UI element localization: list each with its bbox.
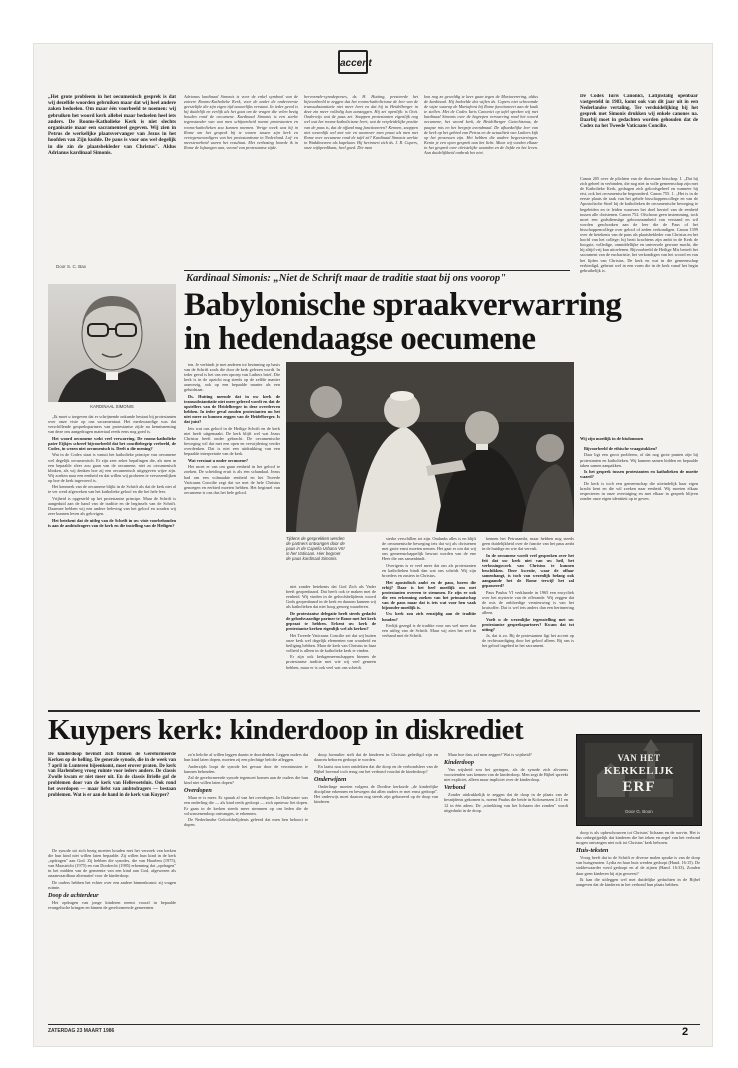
top-intro-text: „Het grote probleem in het oecumenisch gesprek is dat wij dezelfde woorden gebruiken maar dat wij heel andere zaken bedoelen. Om maar één voorbeeld te noemen: wij gebruiken het woord kerk allebei maar bedoelen heel iets anders. De Rooms-Katholieke Kerk is niet slechts organisatie maar een sacramenteel gegeven. Wij zien in Petrus de werkelijke plaatsvervanger van Jezus in het hoofden van Zijn kudde. De paus is voor ons wel degelijk in die zin de plaatsbekleder van Christus". Aldus Adrianus kardinaal Simonis. <box>48 94 176 156</box>
paragraph: De Nederlandse Geloofsbelijdenis geleerd dat men hen behoort te dopen. <box>184 817 308 828</box>
paragraph: Wat in de Codex staat is vanuit het katholieke principe van oecumene wel degelijk oecumenisch. Er zijn zeer zeker bepalingen die, als men in een bepaalde sfeer zou gaan van de oecumene, niet zo oecumenisch klinken, als wij denken hoe zij een oecumenisch uitgegeven wijze zijn. Wij zoeken naar een eenheid en dat willen wij proberen te verwezenlijken op hoe de kerk ingevoerd is. <box>48 452 176 483</box>
bottom-column-3 <box>314 752 438 1018</box>
bottom-column-1 <box>48 848 176 1018</box>
article-column-1 <box>48 414 176 704</box>
sidebar-body: Canon 205 over de plichten van de diocesane bisschop. I. „Dat hij zich geheel in verbinden, die nog niet in volle gemeenschap zijn met de Katholieke Kerk, gedragen zich geloofsgeheel en wanneer hij eist, ook het oecumenische begeonderd. Canon 755. 1. „Het is in de eerste plaats de taak van het gehele bisschoppencollege en van de Apostolische Stoel bij de katholieken de oecumenische beweging te begeleiden en te leiden waarvan het doel herstel van de eenheid tussen alle christenen. Canon 752. Ofschoon geen instemming, toch moet een godsdienstige gehoorzaamheid van verstand en wil worden geschonken aan de leer die de Paus of het bisschoppencollege over geloof of zeden verkondigen. Canon 1399 over de betekenis van de paus als plaatsbekleder van Christus en het hoofd van het college; hij bezit krachtens zijn ambt in de Kerk de hoogste, volledige, onmiddellijke en universele gewone macht, die hij altijd vrij kan uitoefenen. Bijvoorbeeld de Heilige Mis betreft het sacrament van de eucharistie, het verkondigen van het woord en van het lijden van Christus. De kerk en wat in die gemeenschap eerbiedigd, gebeurt wel in een vorm die in de kerk vanaf het begin gebruikelijk is. <box>580 176 698 273</box>
top-italic-column-3: kon nog zo geweldig te keer gaan tegen de Mariaverering, aldus de kardinaal. Hij bedoelde dat wijlen ds. Cupers niet schroomde de wijze waarop de Mariafeest bij Rome functioneert aan de kaak te stellen. Met de Codex Iuris Canonici op tafel spreken wij met kardinaal Simonis over de begrepen verwarring rond het woord oecumene, het woord kerk, de Heidelberger Catechismus, de paapse mis en het bergrip avondmaal. De afhankelijke leer van de kerk op het gebied van Petrus en de actualiteit van Luthers kijk op het prosessen zijn. Het hebben die andere begeesteringen. Kenin je een open gesprek aan het licht. Maar wij vonden elkaar in het gesprek over christelijke waarden en de liefde en het leven. Aan duidelijkheid ontbrak het niet. <box>424 94 538 156</box>
section-divider <box>48 710 700 712</box>
paragraph: Van wijsheid zou het geringen, als de synode zich alvorens voorzienden was kennen van de kinderdoop. Men zegt de Bijbel spreekt niet expliciet, alleen maar impliciet over de kinderdoop. <box>444 767 568 783</box>
box-title-line-2: KERKELIJK <box>604 765 674 777</box>
paragraph: Het kenmerk van de oecumene blijkt in de Schrift als dat de kerk niet al te ver werd afgeweken van het katholieke geloof en die het hele leer. <box>48 484 176 495</box>
top-italic-column-1: Adrianus kardinaal Simonis is voor de enkel symbool van de zuivere Rooms-Katholieke Kerk, voor de ander de ondeveerste geestelijke die zijn eigen tijd nauwelijks verstaat. In ieder geval is hij duidelijk en eerlijk als het gaat om de vragen die velen bezig houden rond de oecumene. Kardinaal Simonis is een sterke tegenstander van wat men schijnenheid noemt protestanten en rooms-katholieken zou kunnen noemen. Verige week was hij in Rome om het gesprek bij te wonen tussen zijn kerk en vertegenwoordigers van het protestantisme in Nederland. Lof- en meesterarbeid waren het resultaat. Met verbazing hoorde ik in Rome de lofzangen aan, vooral van protestantse zijde. <box>184 94 298 150</box>
paragraph: Ds. Hutting meende dat in uw kerk de transsubstantiatie niet meer geleerd wordt en dat de opstellers van de Heidelberger in deze overdreven hebben. In ieder geval zouden protestanten nu het niet meer zo kunnen zeggen van de Heidelberger. Is dat juist? <box>184 393 280 425</box>
paragraph: Uw kerk zou zich eenzijdig aan de traditie houden? <box>382 611 476 622</box>
bottom-article-headline: Kuypers kerk: kinderdoop in diskrediet <box>48 714 524 746</box>
top-intro-byline: Door S. C. Bax <box>56 264 87 269</box>
paragraph: Zonder uitdrukkelijk te zeggen dat de doop in de plaats van de besnijdenis gekomen is, noemt Paulus die beide in Kolossenzen 2:11 en 12 in één adem. De „uitrekking van het lichaam der zonden" wordt uitgedrukt in de doop. <box>444 792 568 813</box>
article-column-2 <box>184 362 280 704</box>
bottom-column-4 <box>444 752 568 1018</box>
paragraph: Het Tweede Vaticaans Concilie zei dat wij buiten onze kerk wel degelijk elementen van waarheid en heiliging hebben. Maar de kerk van Christus in haar volheid is alleen in de katholieke kerk te vinden. <box>286 632 376 653</box>
article-column-4 <box>382 536 476 704</box>
paragraph: Maar er is meer. Er spraak al van het overdopen. In Oudewater was een onderling die — als kind reeds gedoopt — zich opnieuw liet dopen. Er gaan in de kerken steeds meer stemmen op om leden die de volwassenendoop ontvangen, te erkennen. <box>184 795 308 816</box>
paragraph: De protestantse delegatie heeft steeds gedacht de geloofsvaardige partner te Rome met het kerk gepraat te hebben. Erkent uw kerk de protestantse kerken eigenlijk wel als kerken? <box>286 610 376 632</box>
article-kicker: Kardinaal Simonis: „Niet de Schrift maar de traditie staat bij ons voorop" <box>186 273 506 284</box>
sidebar-subhead: Wij zijn moeilijk in de bisdommen <box>580 436 644 441</box>
paragraph: Er zijn ook kerkgemeenschappen binnen de protestantse traditie met wie wij veel gemeen hebben, maar er is ook veel wat ons scheidt. <box>286 654 376 670</box>
paragraph: doop is als opbeschouwen tot Christus' lichaam en de oorvin. Het is dus onbegrijpelijk dat kinderen die het teken en zegel van het verbond mogen ontvangen niet ook tot Christus' kerk behoren. <box>576 830 700 846</box>
subheading: Huis-teksten <box>576 847 609 855</box>
paragraph: Vrijheid is opgesteld op het protestantse principe. Maar de Schrift is aangeduid aan de hand van de traditie en de beginsels van de Schrift. Daarmee hebben wij een andere beleving van het geloof en zouden wij zeer kunnen leven als gelovigen. <box>48 495 176 517</box>
article-headline-line-2: in hedendaagse oecumene <box>184 321 536 357</box>
paragraph: doop formulier stelt dat de kinderen in Christus geheiligd zijn en daarom behoren gedoopt te worden. <box>314 752 438 763</box>
paragraph: Onderlinge moeten volgens de Dordtse kerkorde „de kinderlijke discipline erkennen en bewegen dat allen ouders er met ernst gedoopt". Het onderwijs moet daarom nog steeds zijn gebaseerd op de doop van kinderen. <box>314 783 438 805</box>
accent-logo <box>332 46 392 76</box>
bottom-column-5 <box>576 830 700 1018</box>
subheading: Verbond <box>444 784 466 792</box>
newspaper-page <box>34 44 712 1046</box>
paragraph: sterke verschillen tot zijn. Ondanks alles is en blijft de oecumenische beweging iets dat wij als christenen met grote ernst moeten nemen. Het gaat er om dat wij ons gemeenschappelijk bewust worden van de ene Heer die ons samenbindt. <box>382 536 476 562</box>
photo-caption: Tijdens de gesprekken werden de partners ontvangen door de paus in de Capella Urbana VIII in het Vaticaan. Hier begroet de paus kardinaal Simonis. <box>286 536 345 561</box>
page-number: 2 <box>682 1026 689 1038</box>
paragraph: Paus Paulus VI verklaarde in 1965 een encycliek over het mysterie van de offerande. Wij zeggen dat de mis de onbloedige vernieuwing is van het kruisoffer. Dat is wel iets anders dan een herinnering alleen. <box>482 589 574 616</box>
article-headline-line-1: Babylonische spraakverwarring <box>184 287 622 323</box>
subheading: Kinderdoop <box>444 759 474 767</box>
subheading: Doop de achterdeur <box>48 892 99 900</box>
sidebar-body-continued <box>580 446 698 644</box>
paragraph: Voorg heeft dat in de Schrift er diverse malen sprake is van de doop van huisgenoten. Lydia en haar huis werden gedoopt (Hand. 16:15). De stokbewaarder werd gedoopt en al de zijnen (Hand. 16:33). Zouden daar geen kinderen bij zijn geweest? <box>576 855 700 876</box>
kerkelijk-erf-box <box>576 734 702 826</box>
paragraph: Overigens is er veel meer dat ons als protestanten en katholieken bindt dan wat ons scheidt. Wij zijn broeders en zusters in Christus. <box>382 562 476 579</box>
sidebar-paragraph: De kerk is toch een gemeenschap die uiteindelijk haar eigen kracht kent en die wil zoeken naar eenheid. Wij moeten elkaar respecteren in onze overtuiging en met elkaar in gesprek blijven zonder onze eigen identiteit op te geven. <box>580 480 698 502</box>
paragraph: ten. Je verbindt je met anderen tot bezinning op basis van de Schrift zoals die door de kerk gelezen wordt. In ieder geval is het ons een oproep van Luthers brief. Die kerk is in de opzicht nog steeds op de zelfde manier aanwezig, ook op een bepaalde manier als een geluidstaat. <box>184 362 280 393</box>
paragraph: Ik kan die uitleggen wel met duidelijke gedachten in de Bijbel aangeven dat de kinderen in het verbond hun plaats hebben. <box>576 877 700 888</box>
subheading: Overdopen <box>184 787 212 795</box>
footer-date: ZATERDAG 23 MAART 1986 <box>48 1028 115 1034</box>
sidebar-paragraph: Bijvoorbeeld de ethische vraagstukken? <box>584 446 658 451</box>
paragraph: Zal de gereformeerde synode tegemoet komen aan de ouders die hun kind niet willen laten dopen? <box>184 775 308 786</box>
paragraph: Het woord oecumene wekt veel verwarring. De rooms-katholieke pater Eijkjes schreef bijvoorbeeld dat het conciliebegrip verbeeld, de Codex, in wezen niet oecumenisch is. Deelt u die mening? <box>48 435 176 451</box>
paragraph: De synode uit zich bezig moeten houden met het verzoek van kerken die hun kind niet willen laten bepaalde. Zij willen hun kind in de kerk „opdragen" aan God. Zij hebben die synodes, die van Haarlem (1975), van Maastricht (1975) en van Dordrecht (1985) erkenning dat „opdragen" in het midden van de gemeente van een kind aan God, afgewezen als onaanvaardbaar alternatief voor de kinderdoop. <box>48 848 176 879</box>
bottom-article-lead: De kinderdoop bevindt zich binnen de Gereformeerde Kerken op de helling. De generale synode, die in de week van 7 april in Lunteren bijeenkomt, moet erover praten. De kerk van Harlemberg vroeg ruimte voor ieders andere. De classis Zwolle kwam er niet meer uit. En de classis Brielle gaf de problemen door van de kerk van Hellevoetsluis. Ook rond het overdopen — maar liefst van ambtsdragers — bestaan problemen. Wat is er aan de hand in de kerk van Kuyper? <box>48 752 176 798</box>
paragraph: In de oecumene wordt veel gesproken over het feit dat uw kerk niet van uw heil, het verlossingswerk van Christus te kunnen beschikken. Deze kwestie, waar de offaar samenhangt, is toch van wezenlijk belang ook aangaande het de Rome terwijl het zal gepasseerd? <box>482 552 574 589</box>
footer-rule <box>48 1024 700 1025</box>
paragraph: De ouders hebben het echter over een andere binnenkomst: zij vragen ruimte. <box>48 879 176 891</box>
paragraph: Het betekent dat de uitleg van de Schrift in uw visie voorbehouden is aan de ambtsdragers van de kerk en die instelling van de Heiligen? <box>48 517 176 528</box>
paragraph: Wat verstaat u onder oecumene? <box>188 457 249 463</box>
box-title-line-1: VAN HET <box>617 753 661 763</box>
paragraph: En laatst nou toen ontdekten dat die doop en de verbondsleer van de Bijbel bovenal toch terug om het verbond voordat de kinderdoop? <box>314 763 438 774</box>
paragraph: Eerlijk gezegd is de traditie voor ons wel meer dan een uitleg van de Schrift. Maar wij zien het wel in verband met de Schrift. <box>382 623 476 639</box>
box-byline: Door G. Boon <box>625 809 653 814</box>
sidebar-intro: De Codex Iuris Canonici, Latijnstalig openbaar vastgesteld in 1983, komt ook van dit jaar uit in een Nederlandse vertaling. Ter verduidelijking bij het gesprek met Simonis drukken wij enkele canones na. Daarbij moet in gedachten worden gehouden dat de Codex na het Tweede Vaticaans Concilie. <box>580 94 698 129</box>
top-italic-column-2: hervormde-synodepreses, ds. H. Hutting, presteerde het bijvoorbeeld te zeggen dat het rooms-katholicisme de leer van de transsubstantiatie niet meer leert en dat hij in Heidelberger in deze zin meer volledig kun aanzeggen. Hij zei openlijk: is Ooit. Onderwijs wat de paus zei. Snappen protestanten eigenlijk nog wel wat het rooms-katholicisme leert, wat de verpleidelijke positie van de paus is, dat de offand mag functioneren? Kennen, snappen niet wezenlijk wel met wie en waarover men praat als men met Rome over oecumene rond de tafel zit? Kardinaal Simonis werkte in Waddinxveen als kapelaan. Hij herinnert zich ds. J. R. Cupers, onze wijkpredikant, heel goed. Die man <box>304 94 418 150</box>
paragraph: kennen het Petrusambt, maar hebben nog steeds geen duidelijkheid over de functie van het paus ambt in de huidige en wie dat vervult. <box>482 536 574 552</box>
paragraph: zo'n belofte af willen leggen daarin te doordenken. Leggen ouders dat hun kind laten dopen, moeten zij een plechtige belofte afleggen. <box>184 752 308 763</box>
portrait-caption: KARDINAAL SIMONIS <box>90 404 134 409</box>
logo-text: accent <box>340 58 372 69</box>
sidebar-paragraph: Is het gesprek tussen protestanten en katholieken de moeite waard? <box>580 469 698 480</box>
paragraph: „Ik moet u toegeven dat er schrijnende onkunde bestaat bij protestanten over onze visie op ons sacramentaat. Het merkwaardige was dat verschillende gesprekspartners van protestantse zijde na kennisneming van deze ons aangedragen materiaal reeds eens nog goed is. <box>48 414 176 435</box>
paragraph: Iets wat ons geloof in de Heilige Schrift en de kerk niet heeft uitgemaakt. De kerk blijft wel wat Jezus Christus heeft onder gebracht. De oecumenische beweging wil dat met een open en verwijdering verder overdenken. Dat is niet een uitdrukking van een bepaalde interpretatie van de kerk. <box>184 425 280 457</box>
paragraph: Maar hoe dan, zal men zeggen? Wat is wijsheid? <box>448 752 532 757</box>
article-column-5 <box>482 536 574 704</box>
sidebar-paragraph: Daar ligt een groot probleem, of dat nog grote punten zijn bij protestanten en katholieken. Wij kunnen samen bidden en bepaalde taken samen aanpakken. <box>580 452 698 468</box>
paragraph: niet zonder betekenis dat God Zich als Vader heeft geopenbaard. Dat heeft ook te maken met de eenheid. Wij vinden in de geloofsbelijdenis woord Gods geopenbaard in de kerk en daarom kunnen wij als katholieken dat niet hoog genoeg waarderen. <box>286 584 376 610</box>
paragraph: Het opdragen van jonge kinderen neemt vooral in bepaalde evangelische kringen en binnen de gereformeerde gemeenten. <box>48 900 176 911</box>
portrait-photo <box>48 284 176 402</box>
kicker-rule <box>184 270 570 271</box>
vatican-photo <box>286 362 574 532</box>
paragraph: Het apostolisch ambt en de paus, horen die erbij? Daar is het heel moeilijk om met protestanten overeen te stemmen. Er zijn er ook die een erkenning zoeken van het primaatschap van de paus maar dat is iets wat voor hen vaak bijzonder moeilijk is. <box>382 579 476 610</box>
article-column-3 <box>286 584 376 704</box>
paragraph: Het moet er ons om gaan eenheid in het geloof te zoeken. De scheiding eruit is als een schandaal. Jezus bad om een volmaakte eenheid en het Tweede Vaticaans Concilie zegt dat we met de hele Christus genoegen en eerbied moeten hebben. Het beginsel van oecumene is ons dus het hele geloof. <box>184 464 280 495</box>
box-title-line-3: ERF <box>622 779 656 795</box>
subheading: Onderwijzen <box>314 775 347 783</box>
paragraph: Anderzijds loopt de synode het gevaar door de verontrusten te kunnen behouden. <box>184 763 308 774</box>
paragraph: Voelt u de wezenlijke tegenstelling met uw protestantse gesprekspartners? Kwam dat tot uiting? <box>482 616 574 632</box>
bottom-column-2 <box>184 752 308 1018</box>
paragraph: Ja, dat is zo. Bij de protestanten ligt het accent op de rechtvaardiging door het geloof alleen. Bij ons is het geloof ingebed in het sacrament. <box>482 633 574 649</box>
